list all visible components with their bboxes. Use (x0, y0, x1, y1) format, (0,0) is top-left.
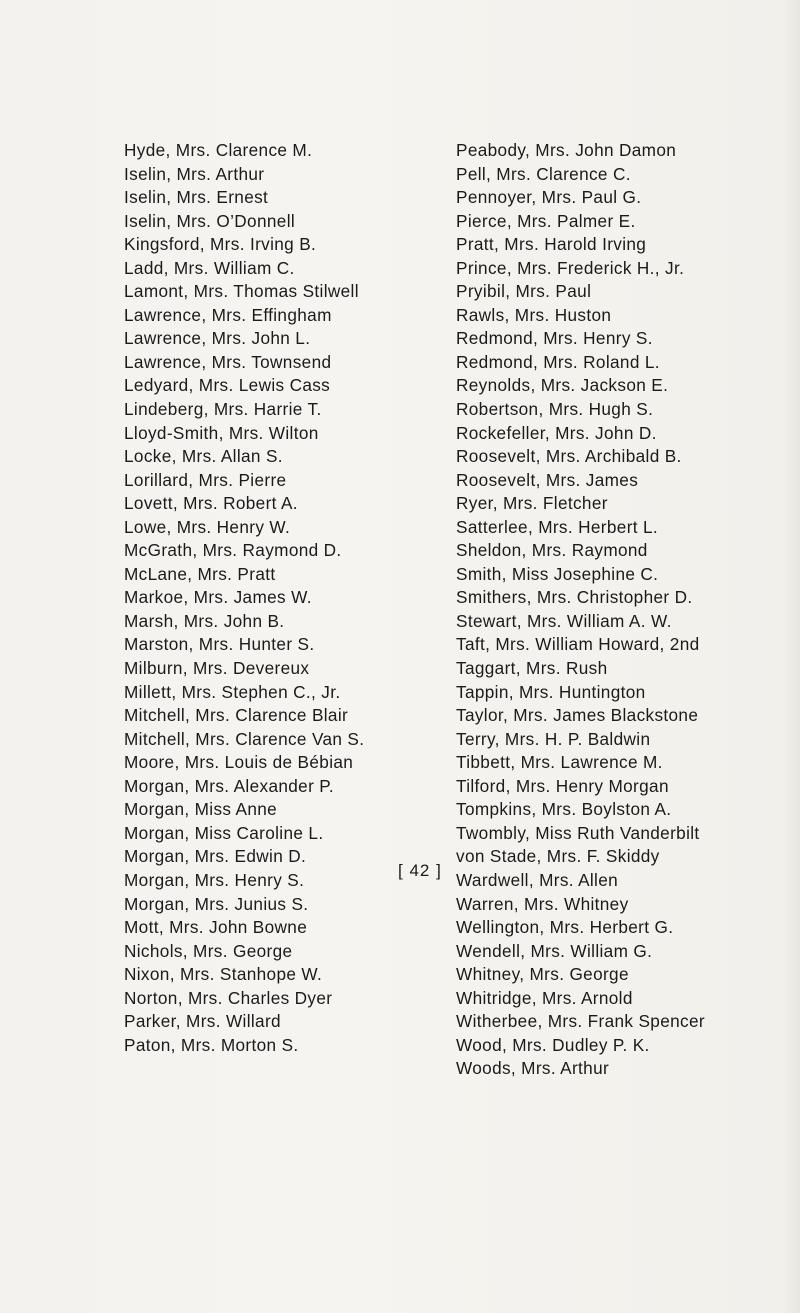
member-name: Wardwell, Mrs. Allen (456, 869, 619, 890)
member-name: Locke, Mrs. Allan S. (124, 446, 283, 467)
member-name: Robertson, Mrs. Hugh S. (456, 399, 654, 420)
member-name: Paton, Mrs. Morton S. (124, 1034, 299, 1055)
member-name: Terry, Mrs. H. P. Baldwin (456, 728, 651, 749)
member-name: Smith, Miss Josephine C. (456, 563, 659, 584)
member-name: Tompkins, Mrs. Boylston A. (456, 799, 672, 820)
member-name: Pratt, Mrs. Harold Irving (456, 234, 647, 255)
member-name: Taggart, Mrs. Rush (456, 658, 608, 679)
member-name: Mitchell, Mrs. Clarence Van S. (124, 728, 365, 749)
member-name: Redmond, Mrs. Roland L. (456, 351, 660, 372)
member-name: Morgan, Mrs. Edwin D. (124, 846, 307, 867)
name-list-right (456, 139, 786, 1081)
member-name: Norton, Mrs. Charles Dyer (124, 987, 333, 1008)
member-name: Stewart, Mrs. William A. W. (456, 610, 672, 631)
member-name: Morgan, Miss Anne (124, 799, 278, 820)
member-name: Markoe, Mrs. James W. (124, 587, 312, 608)
member-name: Lovett, Mrs. Robert A. (124, 493, 298, 514)
member-name: Lamont, Mrs. Thomas Stilwell (124, 281, 359, 302)
member-name: Sheldon, Mrs. Raymond (456, 540, 648, 561)
member-name: Kingsford, Mrs. Irving B. (124, 234, 317, 255)
member-name: Rockefeller, Mrs. John D. (456, 422, 657, 443)
member-name: Warren, Mrs. Whitney (456, 893, 629, 914)
page-edge-shadow (782, 0, 800, 1313)
member-name: Prince, Mrs. Frederick H., Jr. (456, 257, 685, 278)
member-name: McLane, Mrs. Pratt (124, 563, 276, 584)
member-name: Lowe, Mrs. Henry W. (124, 516, 291, 537)
member-name: Woods, Mrs. Arthur (456, 1058, 610, 1079)
member-name: Smithers, Mrs. Christopher D. (456, 587, 693, 608)
member-name: Reynolds, Mrs. Jackson E. (456, 375, 669, 396)
member-name: Moore, Mrs. Louis de Bébian (124, 752, 354, 773)
member-name: Satterlee, Mrs. Herbert L. (456, 516, 659, 537)
member-name: Iselin, Mrs. Arthur (124, 163, 265, 184)
member-name: Mott, Mrs. John Bowne (124, 917, 308, 938)
member-name: Lloyd-Smith, Mrs. Wilton (124, 422, 319, 443)
page-number: [ 42 ] (398, 861, 442, 880)
member-name: McGrath, Mrs. Raymond D. (124, 540, 342, 561)
member-name: Lorillard, Mrs. Pierre (124, 469, 287, 490)
member-name: Nixon, Mrs. Stanhope W. (124, 964, 323, 985)
member-name: Morgan, Mrs. Henry S. (124, 869, 305, 890)
member-name: Whitridge, Mrs. Arnold (456, 987, 633, 1008)
member-name: Redmond, Mrs. Henry S. (456, 328, 653, 349)
member-name: Lawrence, Mrs. Effingham (124, 304, 332, 325)
member-name: Rawls, Mrs. Huston (456, 304, 612, 325)
member-name: Wellington, Mrs. Herbert G. (456, 917, 674, 938)
member-name: Iselin, Mrs. Ernest (124, 187, 269, 208)
member-name: Pryibil, Mrs. Paul (456, 281, 592, 302)
member-name: Taft, Mrs. William Howard, 2nd (456, 634, 700, 655)
member-name: Milburn, Mrs. Devereux (124, 658, 310, 679)
member-name: Parker, Mrs. Willard (124, 1011, 281, 1032)
member-name: Morgan, Miss Caroline L. (124, 822, 324, 843)
member-name: Tibbett, Mrs. Lawrence M. (456, 752, 663, 773)
member-name: Pennoyer, Mrs. Paul G. (456, 187, 642, 208)
member-name: Wood, Mrs. Dudley P. K. (456, 1034, 650, 1055)
member-name: Taylor, Mrs. James Blackstone (456, 705, 699, 726)
member-name: Nichols, Mrs. George (124, 940, 293, 961)
member-name: Peabody, Mrs. John Damon (456, 140, 677, 160)
member-name: Roosevelt, Mrs. James (456, 469, 639, 490)
member-name: Iselin, Mrs. O’Donnell (124, 210, 296, 231)
member-name: Morgan, Mrs. Junius S. (124, 893, 309, 914)
member-name: Ryer, Mrs. Fletcher (456, 493, 608, 514)
member-name: Millett, Mrs. Stephen C., Jr. (124, 681, 341, 702)
member-name: Roosevelt, Mrs. Archibald B. (456, 446, 682, 467)
member-name: Lawrence, Mrs. Townsend (124, 351, 332, 372)
member-name: Wendell, Mrs. William G. (456, 940, 653, 961)
member-name: Morgan, Mrs. Alexander P. (124, 775, 335, 796)
member-name: Tilford, Mrs. Henry Morgan (456, 775, 669, 796)
member-name: Lawrence, Mrs. John L. (124, 328, 311, 349)
member-name: Pierce, Mrs. Palmer E. (456, 210, 636, 231)
member-name: Lindeberg, Mrs. Harrie T. (124, 399, 322, 420)
member-name: Hyde, Mrs. Clarence M. (124, 140, 313, 160)
member-name: Witherbee, Mrs. Frank Spencer (456, 1011, 705, 1032)
member-name: Marsh, Mrs. John B. (124, 610, 285, 631)
member-name: Pell, Mrs. Clarence C. (456, 163, 631, 184)
member-name: Tappin, Mrs. Huntington (456, 681, 646, 702)
member-name: Ladd, Mrs. William C. (124, 257, 295, 278)
member-name: Whitney, Mrs. George (456, 964, 629, 985)
member-name: Mitchell, Mrs. Clarence Blair (124, 705, 349, 726)
member-name: Marston, Mrs. Hunter S. (124, 634, 315, 655)
member-name: von Stade, Mrs. F. Skiddy (456, 846, 660, 867)
member-name: Ledyard, Mrs. Lewis Cass (124, 375, 331, 396)
name-list-left (124, 139, 424, 1057)
member-name: Twombly, Miss Ruth Vanderbilt (456, 822, 700, 843)
